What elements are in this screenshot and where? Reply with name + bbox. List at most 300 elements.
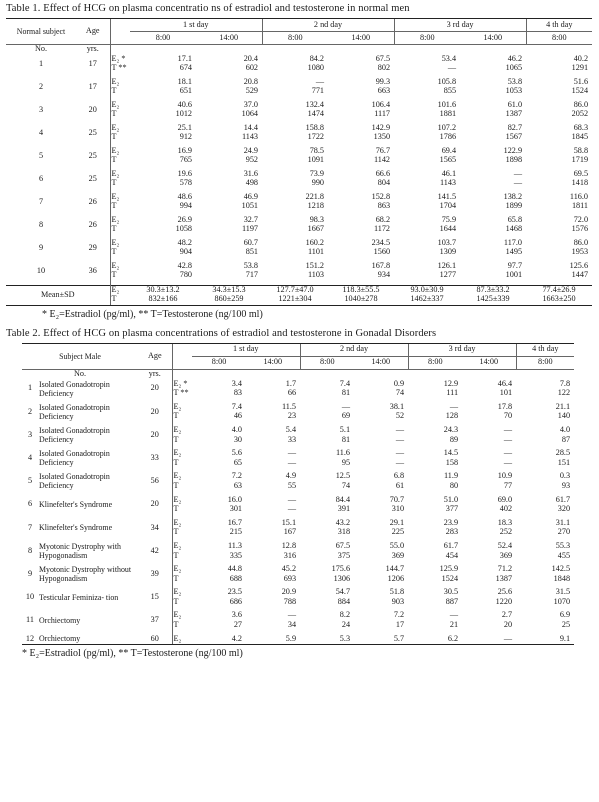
subject-age: 17 [88, 81, 97, 91]
estradiol-value: 71.2 [497, 564, 513, 574]
empty-cell [196, 45, 262, 55]
estradiol-value: 43.2 [335, 518, 351, 527]
estradiol-value: 76.7 [375, 146, 391, 155]
estradiol-value: 20.9 [281, 587, 297, 597]
estradiol-value: 234.5 [371, 238, 391, 247]
subject-age: 20 [150, 499, 159, 509]
estradiol-value: — [503, 425, 513, 434]
testosterone-value: 1101 [307, 248, 325, 257]
testosterone-value: 1143 [439, 179, 457, 188]
estradiol-value: 107.2 [437, 123, 457, 132]
hormone-label: T ** [110, 64, 130, 74]
no-label: No. [34, 44, 48, 54]
testosterone-value: 87 [561, 435, 571, 444]
estradiol-value: 46.2 [507, 54, 523, 63]
testosterone-value: 1898 [505, 156, 523, 165]
estradiol-value: 97.7 [507, 261, 523, 270]
estradiol-value: 0.9 [393, 379, 405, 388]
testosterone-value: 1387 [505, 110, 523, 119]
testosterone-value: 1495 [505, 248, 523, 257]
hormone-label: T ** [172, 389, 192, 399]
testosterone-value: 24 [341, 620, 351, 630]
estradiol-value: 32.7 [243, 215, 259, 224]
estradiol-value: 14.4 [243, 123, 259, 132]
subject-age: 60 [138, 634, 172, 644]
estradiol-value: 69.0 [497, 495, 513, 504]
testosterone-value: 934 [377, 271, 391, 280]
testosterone-value: 884 [337, 597, 351, 606]
estradiol-value: 12.5 [335, 471, 351, 481]
estradiol-value: 175.6 [331, 564, 351, 574]
subject-no: 7 [38, 196, 44, 206]
mean-estradiol: 77.4±26.9 [526, 285, 592, 295]
table2-caption: Table 2. Effect of HCG on plasma concentrations of estradiol and testosterone in Gonadal Disorders [6, 327, 437, 339]
testosterone-value: 1172 [373, 225, 391, 234]
time-header: 8:00 [130, 32, 196, 45]
hormone-label: T [172, 435, 192, 445]
table-row-e2 [6, 262, 592, 272]
subject-no: 1 [27, 383, 33, 393]
estradiol-value: 144.7 [385, 564, 405, 574]
subject-age: 25 [88, 173, 97, 183]
testosterone-value: 851 [245, 248, 259, 257]
time-header: 8:00 [408, 356, 462, 369]
time-header: 14:00 [462, 356, 516, 369]
estradiol-value: — [503, 448, 513, 458]
estradiol-value: 5.9 [246, 634, 300, 644]
testosterone-value: 74 [341, 481, 351, 490]
subject-diagnosis: Myotonic Dystrophy with Hypogonadism [39, 542, 121, 560]
header-row-days [22, 343, 574, 356]
hormone-label: E₂ [110, 101, 130, 111]
subject-age: 25 [88, 127, 97, 137]
estradiol-value: 24.3 [443, 425, 459, 434]
estradiol-value: 20.8 [243, 77, 259, 86]
estradiol-value: 18.3 [497, 518, 513, 527]
subject-diagnosis: Klinefelter's Syndrome [39, 500, 113, 510]
estradiol-value: 84.2 [309, 54, 325, 63]
subject-no: 3 [27, 429, 33, 439]
subject-age: 20 [150, 383, 159, 393]
hormone-label: T [110, 271, 130, 281]
testosterone-value: 529 [245, 87, 259, 96]
testosterone-value: 1220 [495, 597, 513, 606]
testosterone-value: 122 [557, 388, 571, 398]
subject-age: 33 [150, 452, 159, 462]
estradiol-value: 68.3 [573, 123, 589, 132]
estradiol-value: 12.8 [281, 541, 297, 550]
testosterone-value: 1051 [241, 202, 259, 211]
testosterone-value: — [513, 179, 523, 188]
estradiol-value: 151.2 [305, 261, 325, 270]
table-row-e2 [6, 78, 592, 88]
testosterone-value: 252 [499, 527, 513, 537]
testosterone-value: 215 [229, 527, 243, 537]
testosterone-value: 912 [179, 133, 192, 142]
estradiol-value: — [513, 169, 523, 178]
table-row-e2 [22, 565, 574, 575]
testosterone-value: 1447 [571, 271, 589, 280]
testosterone-value: 688 [229, 574, 243, 583]
testosterone-value: 1845 [571, 133, 589, 142]
table1-normal-men [6, 18, 592, 306]
estradiol-value: 138.2 [503, 192, 523, 201]
testosterone-value: 863 [377, 202, 391, 211]
day-header: 3 rd day [394, 19, 526, 32]
estradiol-value: 58.8 [573, 146, 589, 155]
estradiol-value: — [287, 495, 297, 504]
empty-cell [408, 369, 462, 379]
testosterone-value: 25 [561, 620, 571, 630]
testosterone-value: 1001 [505, 271, 523, 280]
no-label: No. [73, 369, 87, 378]
mean-estradiol: 30.3±13.2 [130, 285, 196, 295]
estradiol-value: 19.6 [177, 169, 192, 178]
estradiol-value: 25.6 [497, 587, 513, 597]
estradiol-value: 54.7 [335, 587, 351, 597]
estradiol-value: 221.8 [305, 192, 325, 201]
testosterone-value: 1418 [571, 179, 589, 188]
subject-no: 4 [27, 452, 33, 462]
hormone-label: T [110, 110, 130, 120]
yrs-label: yrs. [86, 44, 99, 54]
estradiol-value: 23.5 [227, 587, 243, 597]
hormone-label: T [172, 458, 192, 468]
testosterone-value: 663 [377, 87, 391, 96]
testosterone-value: 167 [283, 527, 297, 537]
estradiol-value: 11.3 [227, 541, 243, 550]
empty-cell [526, 45, 592, 55]
testosterone-value: 65 [233, 458, 243, 467]
hormone-label: E₂ [110, 216, 130, 226]
time-header: 14:00 [460, 32, 526, 45]
table-row-e2 [6, 101, 592, 111]
testosterone-value: 717 [245, 271, 259, 280]
table-row-e2 [6, 147, 592, 157]
testosterone-value: 320 [557, 504, 571, 514]
testosterone-value: 335 [229, 551, 243, 560]
hormone-label: E₂ * [172, 379, 192, 389]
table-row-e2 [22, 611, 574, 621]
estradiol-value: 1.7 [285, 379, 297, 388]
estradiol-value: 21.1 [555, 402, 571, 411]
mean-estradiol: 93.0±30.9 [394, 285, 460, 295]
mean-testosterone: 1425±339 [460, 295, 526, 305]
testosterone-value: 27 [233, 620, 243, 630]
testosterone-value: 1277 [439, 271, 457, 280]
mean-row-e2 [6, 285, 592, 295]
table-row-e2 [6, 216, 592, 226]
table1-caption: Table 1. Effect of HCG on plasma concentratio ns of estradiol and testosterone in normal men [6, 3, 410, 14]
estradiol-value: 53.8 [507, 77, 523, 86]
testosterone-value: 1103 [307, 271, 325, 280]
estradiol-value: 5.4 [285, 425, 297, 434]
subject-no: 12 [22, 634, 38, 644]
estradiol-value: 60.7 [243, 238, 259, 247]
testosterone-value: 1206 [387, 574, 405, 583]
subject-diagnosis: Isolated Gonadotropin Deficiency [39, 379, 110, 398]
testosterone-value: 81 [341, 435, 351, 444]
subject-no: 10 [36, 265, 46, 275]
estradiol-value: 6.2 [408, 634, 462, 644]
testosterone-value: 1667 [307, 225, 325, 234]
testosterone-value: 310 [391, 504, 405, 514]
testosterone-value: 1953 [571, 248, 589, 257]
hormone-label: T [172, 597, 192, 607]
col-hormone [172, 343, 192, 369]
testosterone-value: 23 [287, 411, 297, 421]
time-header: 14:00 [196, 32, 262, 45]
testosterone-value: 990 [311, 179, 325, 188]
estradiol-value: — [287, 448, 297, 458]
testosterone-value: 17 [395, 620, 405, 630]
estradiol-value: 53.8 [243, 261, 259, 270]
estradiol-value: 106.4 [371, 100, 391, 109]
estradiol-value: 8.2 [339, 610, 351, 620]
testosterone-value: 686 [229, 597, 243, 606]
hormone-label: E₂ [172, 472, 192, 482]
testosterone-value: 52 [395, 411, 405, 421]
estradiol-value: 0.3 [559, 471, 571, 481]
testosterone-value: 151 [557, 458, 571, 467]
testosterone-value: 1117 [374, 110, 391, 119]
testosterone-value: 30 [233, 435, 243, 444]
table-row-e2 [22, 402, 574, 412]
subject-age: 20 [150, 406, 159, 416]
empty-cell [130, 45, 196, 55]
estradiol-value: 7.2 [231, 471, 243, 481]
testosterone-value: 270 [557, 527, 571, 537]
subject-age: 36 [88, 265, 97, 275]
subject-age: 29 [88, 242, 97, 252]
time-header: 8:00 [516, 356, 574, 369]
testosterone-value: 455 [557, 551, 571, 560]
estradiol-value: 17.1 [177, 54, 192, 63]
testosterone-value: 1474 [307, 110, 325, 119]
mean-testosterone: 1663±250 [526, 295, 592, 305]
subject-diagnosis: Klinefelter's Syndrome [39, 523, 113, 533]
subject-no: 5 [38, 150, 44, 160]
estradiol-value: 82.7 [507, 123, 523, 132]
estradiol-value: 38.1 [389, 402, 405, 411]
hormone-label: T [110, 225, 130, 235]
time-header: 14:00 [246, 356, 300, 369]
estradiol-value: 55.3 [555, 541, 571, 550]
testosterone-value: 1064 [241, 110, 259, 119]
subject-diagnosis: Orchiectomy [38, 634, 138, 644]
hormone-label: E₂ [172, 588, 192, 598]
estradiol-value: 11.9 [444, 471, 459, 481]
table-row-e2 [22, 541, 574, 551]
hormone-label: E₂ [172, 611, 192, 621]
empty-cell [516, 369, 574, 379]
estradiol-value: 4.0 [559, 425, 571, 434]
subject-no: 8 [38, 219, 44, 229]
estradiol-value: 132.4 [305, 100, 325, 109]
estradiol-value: 9.1 [516, 634, 574, 644]
estradiol-value: 51.6 [573, 77, 589, 86]
estradiol-value: 29.1 [389, 518, 405, 527]
hormone-label: E₂ [110, 78, 130, 88]
testosterone-value: 1309 [439, 248, 457, 257]
testosterone-value: 111 [446, 388, 459, 398]
testosterone-value: 1881 [439, 110, 457, 119]
estradiol-value: 5.3 [300, 634, 354, 644]
hormone-label: E₂ [172, 402, 192, 412]
col-subject: Subject Male [22, 343, 138, 369]
testosterone-value: 69 [341, 411, 351, 421]
testosterone-value: 651 [179, 87, 192, 96]
testosterone-value: 283 [445, 527, 459, 537]
col-subject: Normal subject [6, 19, 76, 45]
testosterone-value: 1565 [439, 156, 457, 165]
estradiol-value: — [341, 402, 351, 411]
testosterone-value: 33 [287, 435, 297, 444]
subject-diagnosis: Myotonic Dystrophy without Hypogonadism [39, 565, 132, 584]
testosterone-value: 1058 [175, 225, 192, 234]
table-row-e2 [22, 588, 574, 598]
testosterone-value: 46 [233, 411, 243, 421]
testosterone-value: 1560 [373, 248, 391, 257]
subject-age: 15 [150, 592, 159, 602]
testosterone-value: — [395, 458, 405, 467]
subject-no: 3 [38, 104, 44, 114]
subject-no: 5 [27, 476, 33, 486]
estradiol-value: 5.7 [354, 634, 408, 644]
estradiol-value: 2.7 [501, 610, 513, 620]
estradiol-value: 7.8 [559, 379, 571, 388]
estradiol-value: 16.0 [227, 495, 243, 504]
estradiol-value: 70.7 [389, 495, 405, 504]
hormone-label: T [110, 87, 130, 97]
subject-no: 2 [38, 81, 44, 91]
hormone-label: E₂ [172, 425, 192, 435]
hormone-label: E₂ [110, 239, 130, 249]
testosterone-value: 83 [233, 388, 243, 398]
subject-age: 34 [150, 522, 159, 532]
hormone-label: E₂ [172, 518, 192, 528]
table-row-e2 [6, 193, 592, 203]
estradiol-value: 46.9 [243, 192, 259, 201]
hormone-label: E₂ [172, 449, 192, 459]
estradiol-value: 20.4 [243, 54, 259, 63]
testosterone-value: 77 [503, 481, 513, 490]
estradiol-value: 167.8 [371, 261, 391, 270]
testosterone-value: 1218 [307, 202, 325, 211]
testosterone-value: 89 [449, 435, 459, 444]
subject-diagnosis: Isolated Gonadotropin Deficiency [39, 449, 110, 468]
hormone-label: E₂ [110, 193, 130, 203]
estradiol-value: 69.4 [441, 146, 457, 155]
estradiol-value: 3.4 [231, 379, 243, 388]
testosterone-value: 80 [449, 481, 459, 490]
testosterone-value: 70 [503, 411, 513, 421]
estradiol-value: 14.5 [443, 448, 459, 458]
estradiol-value: 72.0 [573, 215, 589, 224]
hormone-label: T [172, 621, 192, 631]
estradiol-value: 6.9 [559, 610, 571, 620]
testosterone-value: 788 [283, 597, 297, 606]
testosterone-value: 952 [245, 156, 259, 165]
estradiol-value: 103.7 [437, 238, 457, 247]
estradiol-value: 152.8 [371, 192, 391, 201]
mean-estradiol: 118.3±55.5 [328, 285, 394, 295]
empty-cell [262, 45, 328, 55]
subject-no: 4 [38, 127, 44, 137]
hormone-label: E₂ [172, 634, 192, 644]
estradiol-value: 31.1 [555, 518, 571, 527]
testosterone-value: 1848 [553, 574, 571, 583]
table1-footnote: * E₂=Estradiol (pg/ml), ** T=Testosterone (ng/100 ml) [42, 308, 263, 320]
table-row-e2 [22, 449, 574, 459]
testosterone-value: 20 [503, 620, 513, 630]
estradiol-value: 53.4 [441, 54, 457, 63]
testosterone-value: 2052 [571, 110, 589, 119]
subject-age: 42 [150, 545, 159, 555]
no-yrs-row [6, 45, 592, 55]
testosterone-value: 765 [179, 156, 192, 165]
testosterone-value: 1468 [505, 225, 523, 234]
testosterone-value: 34 [287, 620, 297, 630]
empty-cell [300, 369, 354, 379]
empty-cell [354, 369, 408, 379]
estradiol-value: 28.5 [555, 448, 571, 458]
estradiol-value: 5.1 [339, 425, 351, 434]
estradiol-value: 40.2 [573, 54, 589, 63]
estradiol-value: 24.9 [243, 146, 259, 155]
testosterone-value: 771 [311, 87, 325, 96]
estradiol-value: 7.2 [393, 610, 405, 620]
testosterone-value: 369 [391, 551, 405, 560]
subject-age: 25 [88, 150, 97, 160]
estradiol-value: 86.0 [573, 238, 589, 247]
col-hormone [110, 19, 130, 45]
estradiol-value: 46.4 [497, 379, 513, 388]
estradiol-value: 23.9 [443, 518, 459, 527]
testosterone-value: 904 [179, 248, 192, 257]
table-row-e2 [6, 55, 592, 65]
empty-cell [462, 369, 516, 379]
testosterone-value: 93 [561, 481, 571, 490]
estradiol-value: 116.0 [569, 192, 589, 201]
estradiol-value: 75.9 [441, 215, 457, 224]
estradiol-value: — [462, 634, 516, 644]
day-header: 4 th day [516, 343, 574, 356]
estradiol-value: 4.9 [285, 471, 297, 481]
testosterone-value: 318 [337, 527, 351, 537]
subject-age: 20 [150, 429, 159, 439]
subject-no: 2 [27, 406, 33, 416]
time-header: 8:00 [300, 356, 354, 369]
hormone-label: E₂ [110, 124, 130, 134]
table-row-e2 [22, 425, 574, 435]
testosterone-value: 95 [341, 458, 351, 467]
estradiol-value: 6.8 [393, 471, 405, 481]
estradiol-value: 125.6 [569, 261, 589, 270]
estradiol-value: 98.3 [309, 215, 325, 224]
subject-age: 26 [88, 196, 97, 206]
testosterone-value: 101 [499, 388, 513, 398]
mean-testosterone: 1040±278 [328, 295, 394, 305]
testosterone-value: 454 [445, 551, 459, 560]
estradiol-value: 99.3 [375, 77, 391, 86]
estradiol-value: 51.8 [389, 587, 405, 597]
day-header: 2 nd day [262, 19, 394, 32]
col-age: Age [138, 343, 172, 369]
estradiol-value: 16.7 [227, 518, 243, 527]
testosterone-value: 1719 [571, 156, 589, 165]
table-row-e2 [6, 124, 592, 134]
